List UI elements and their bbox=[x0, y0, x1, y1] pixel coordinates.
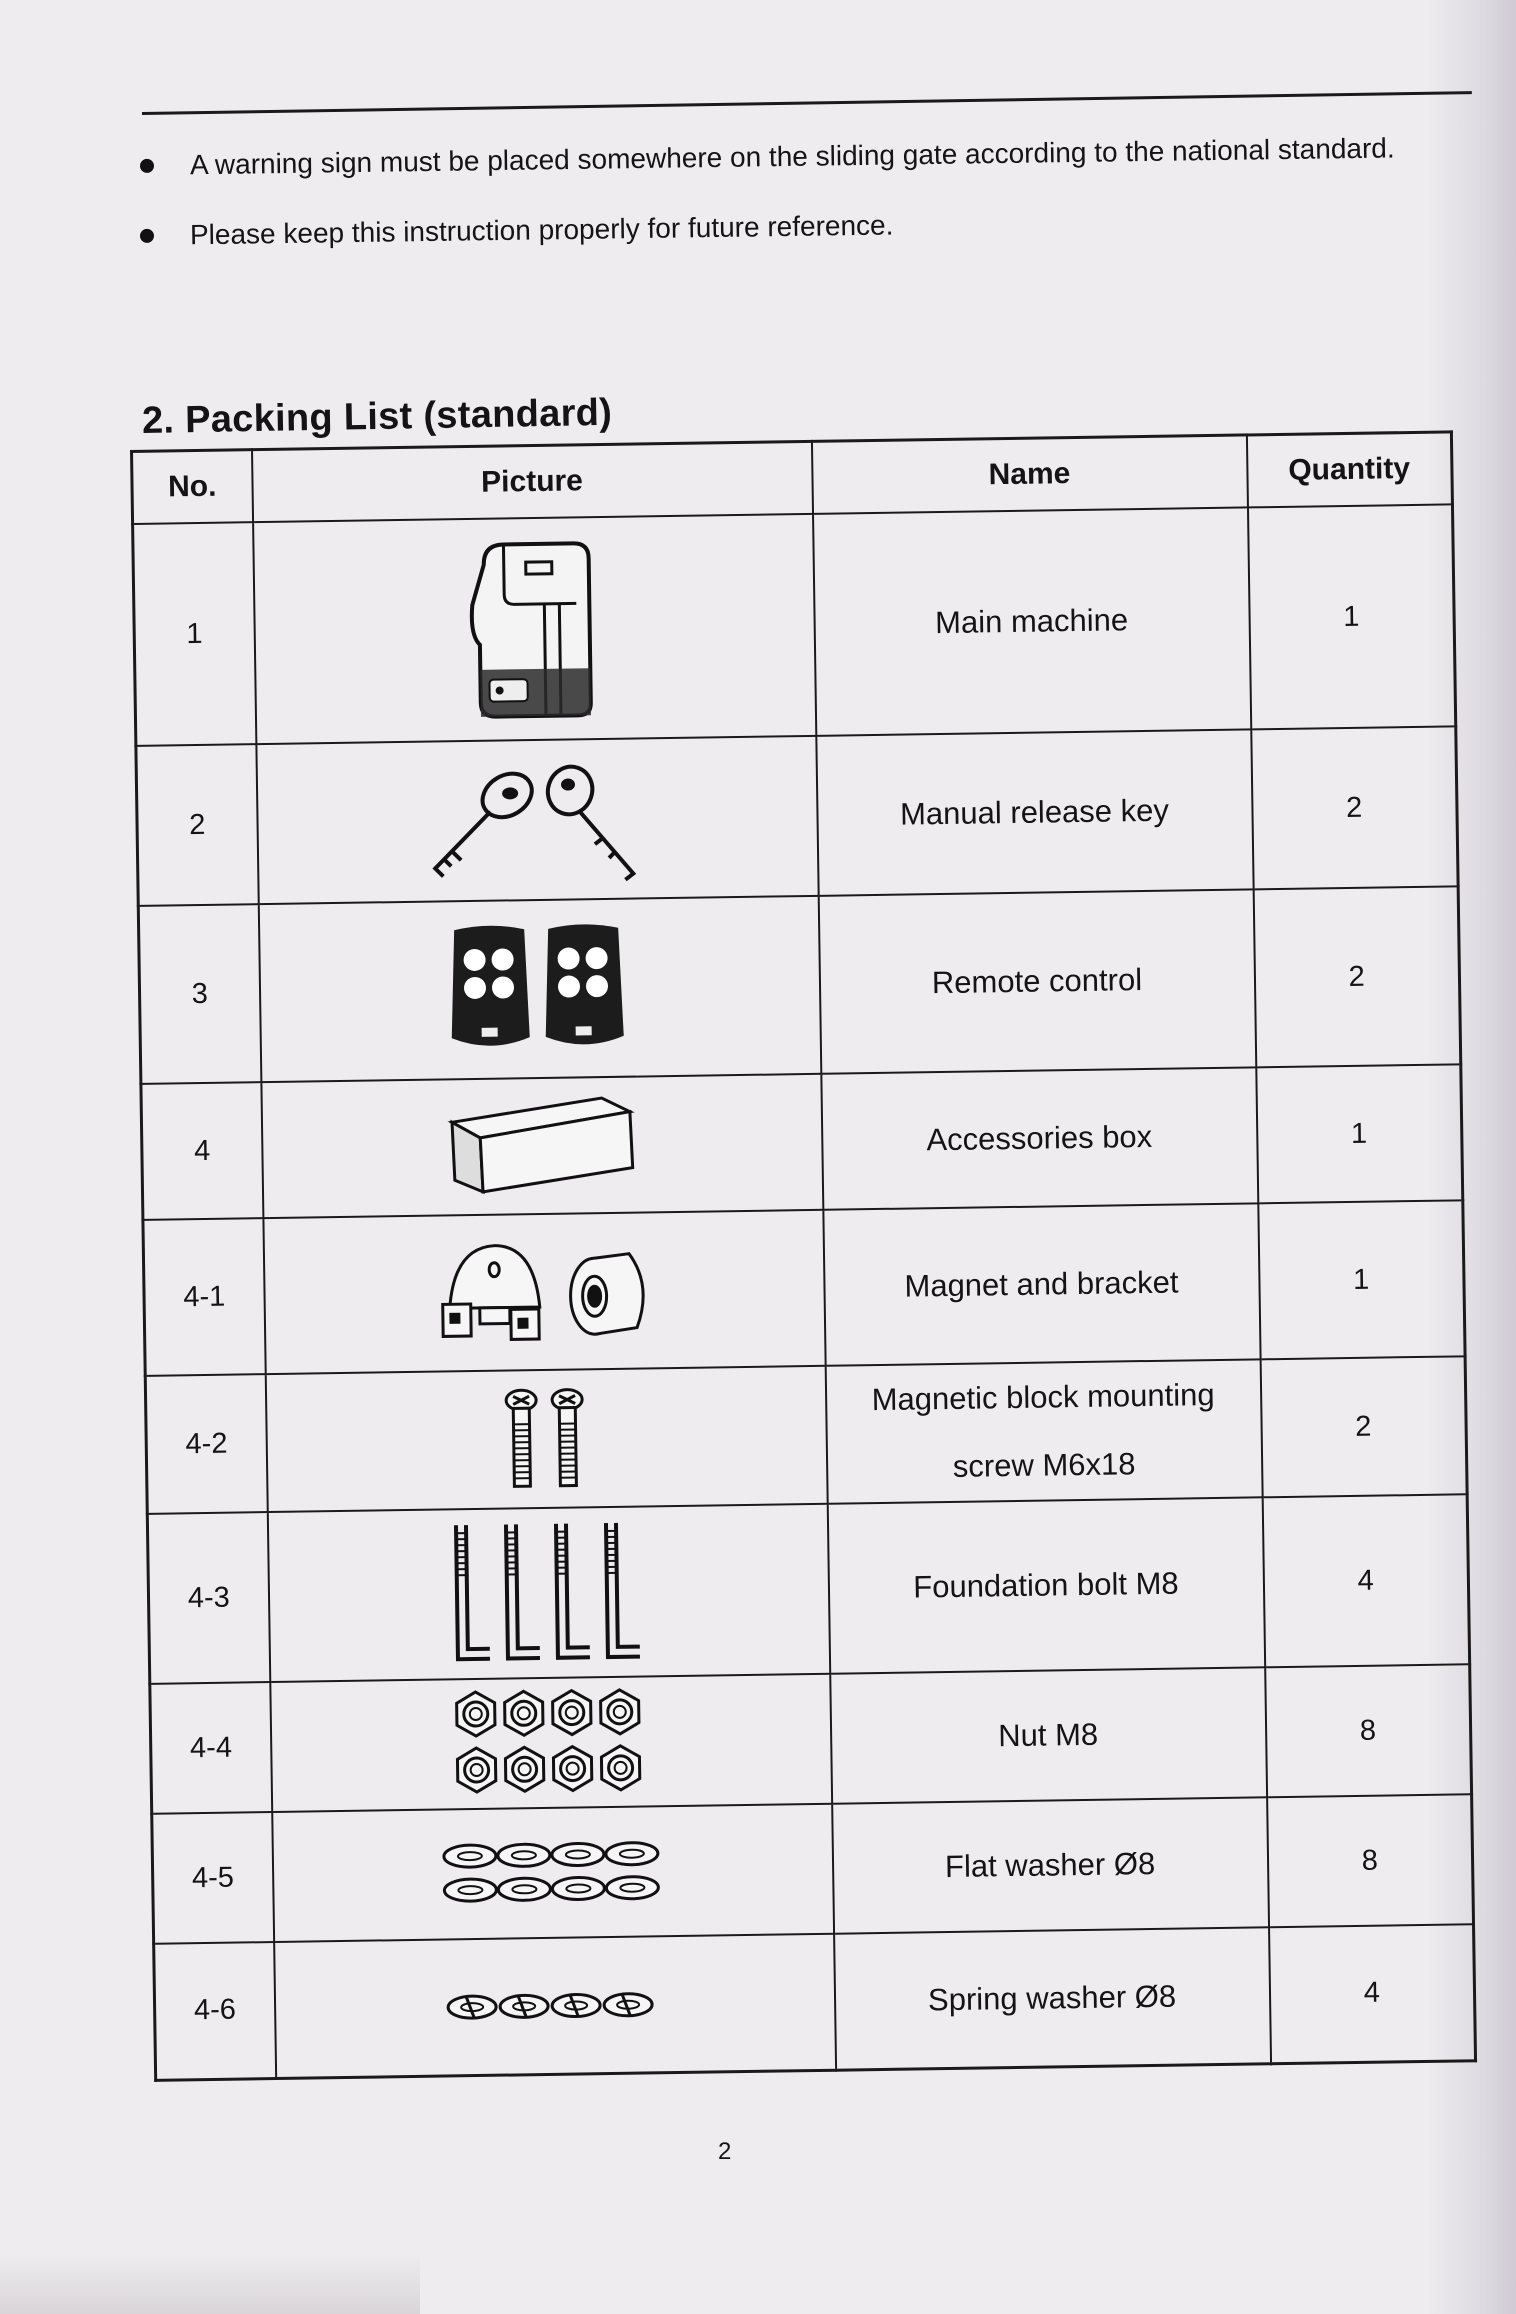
header-name: Name bbox=[811, 435, 1247, 514]
row-name-line: screw M6x18 bbox=[952, 1446, 1136, 1484]
remote-controls-icon bbox=[444, 918, 636, 1061]
row-quantity: 8 bbox=[1267, 1794, 1474, 1927]
packing-list-table bbox=[130, 430, 1477, 2081]
table-row bbox=[143, 1200, 1465, 1376]
row-no: 4 bbox=[141, 1082, 263, 1220]
row-name: Manual release key bbox=[816, 729, 1253, 895]
row-quantity: 2 bbox=[1253, 886, 1461, 1067]
row-name: Main machine bbox=[813, 507, 1251, 735]
magnet-bracket-icon bbox=[423, 1225, 665, 1359]
packing-list-table-wrapper bbox=[130, 430, 1474, 2069]
row-picture bbox=[253, 514, 816, 744]
row-name: Remote control bbox=[818, 889, 1256, 1073]
row-no: 4-4 bbox=[150, 1682, 272, 1814]
row-name: Nut M8 bbox=[830, 1667, 1267, 1803]
screws-icon bbox=[490, 1383, 602, 1495]
row-picture bbox=[272, 1804, 834, 1942]
table-row bbox=[133, 504, 1456, 746]
table-row bbox=[150, 1664, 1472, 1814]
table-row bbox=[138, 886, 1460, 1084]
table-row bbox=[154, 1924, 1476, 2080]
header-quantity: Quantity bbox=[1246, 432, 1452, 508]
row-quantity: 4 bbox=[1262, 1494, 1469, 1667]
row-name: Flat washer Ø8 bbox=[832, 1797, 1269, 1933]
row-no: 4-1 bbox=[143, 1218, 265, 1376]
page-number: 2 bbox=[718, 2138, 732, 2165]
row-name: Accessories box bbox=[821, 1067, 1258, 1209]
note-text: Please keep this instruction properly for future reference. bbox=[189, 209, 894, 251]
notes-list bbox=[140, 132, 1440, 290]
note-item bbox=[140, 202, 1440, 252]
row-quantity: 4 bbox=[1269, 1924, 1476, 2063]
row-picture bbox=[265, 1366, 827, 1512]
bullet-icon bbox=[140, 159, 154, 173]
row-picture bbox=[258, 896, 821, 1082]
row-no: 2 bbox=[136, 744, 258, 906]
row-quantity: 1 bbox=[1247, 504, 1455, 729]
row-no: 4-6 bbox=[154, 1942, 276, 2080]
row-no: 4-5 bbox=[152, 1812, 274, 1944]
table-row bbox=[141, 1064, 1463, 1220]
row-name: Foundation bolt M8 bbox=[827, 1497, 1264, 1673]
table-row bbox=[145, 1356, 1467, 1514]
note-text: A warning sign must be placed somewhere on the sliding gate according to the national standard. bbox=[189, 132, 1395, 181]
row-picture bbox=[256, 736, 818, 904]
row-quantity: 8 bbox=[1265, 1664, 1472, 1797]
row-quantity: 1 bbox=[1258, 1200, 1465, 1359]
row-picture bbox=[261, 1074, 823, 1218]
foundation-bolts-icon bbox=[437, 1516, 659, 1669]
row-picture bbox=[263, 1210, 825, 1374]
row-quantity: 2 bbox=[1251, 726, 1458, 889]
header-rule bbox=[142, 91, 1472, 115]
table-row bbox=[147, 1494, 1469, 1684]
section-title: 2. Packing List (standard) bbox=[141, 391, 613, 442]
keys-icon bbox=[421, 753, 653, 886]
row-no: 4-3 bbox=[147, 1512, 270, 1684]
row-picture bbox=[267, 1504, 829, 1682]
row-quantity: 2 bbox=[1260, 1356, 1467, 1497]
table-row bbox=[152, 1794, 1474, 1944]
row-no: 4-2 bbox=[145, 1374, 267, 1514]
row-name: Magnet and bracket bbox=[823, 1203, 1260, 1365]
bullet-icon bbox=[140, 229, 154, 243]
note-item bbox=[140, 132, 1440, 182]
table-row bbox=[136, 726, 1458, 906]
header-no: No. bbox=[132, 450, 253, 524]
row-name: Spring washer Ø8 bbox=[834, 1927, 1271, 2069]
row-name-line: Magnetic block mounting bbox=[871, 1377, 1215, 1418]
flat-washers-icon bbox=[437, 1831, 668, 1914]
spring-washers-icon bbox=[439, 1974, 670, 2037]
row-no: 1 bbox=[133, 522, 256, 746]
main-machine-icon bbox=[463, 533, 606, 725]
box-icon bbox=[441, 1089, 643, 1202]
row-picture bbox=[270, 1674, 832, 1812]
header-picture: Picture bbox=[252, 441, 813, 522]
row-quantity: 1 bbox=[1256, 1064, 1463, 1203]
row-picture bbox=[274, 1934, 836, 2078]
nuts-icon bbox=[445, 1681, 657, 1804]
row-no: 3 bbox=[138, 904, 261, 1084]
page-bottom-shadow bbox=[0, 2254, 420, 2314]
row-name bbox=[825, 1359, 1262, 1503]
